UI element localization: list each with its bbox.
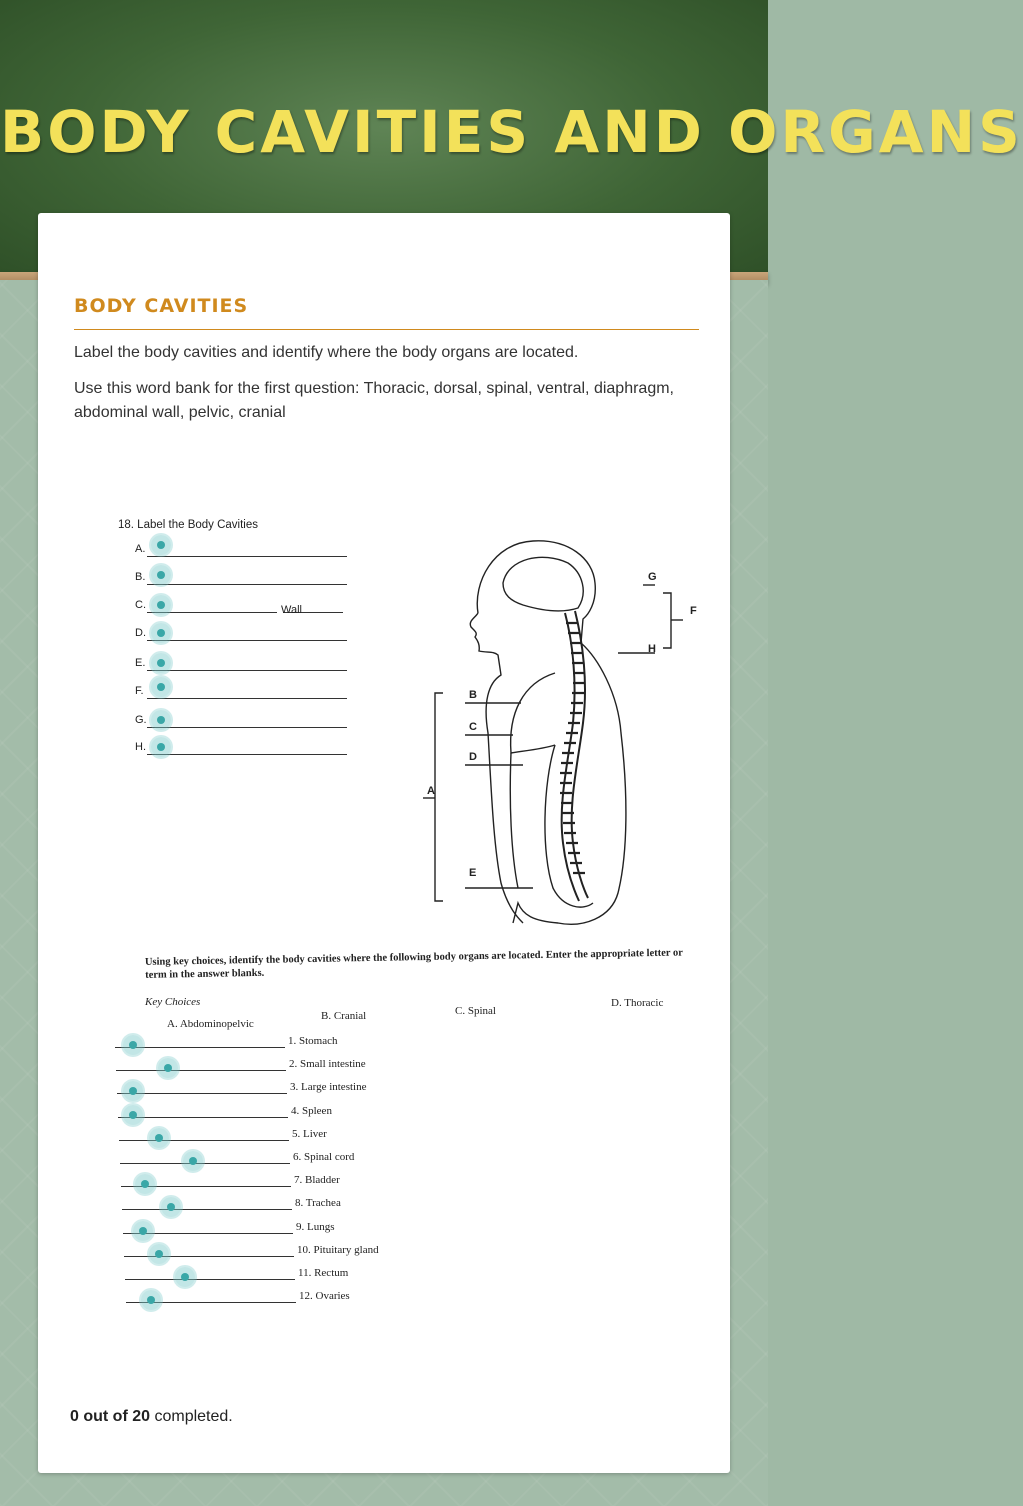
section-title: BODY CAVITIES — [74, 295, 249, 317]
answer-hotspot[interactable] — [141, 1290, 161, 1310]
answer-line — [147, 640, 347, 641]
answer-hotspot[interactable] — [123, 1035, 143, 1055]
organ-item: 11. Rectum — [298, 1267, 349, 1279]
answer-hotspot[interactable] — [175, 1267, 195, 1287]
key-choice: B. Cranial — [321, 1010, 367, 1022]
section-divider — [74, 329, 699, 330]
organ-item: 9. Lungs — [296, 1221, 335, 1233]
q18-title: 18. Label the Body Cavities — [118, 519, 259, 531]
worksheet-image — [103, 513, 723, 1343]
organ-item: 6. Spinal cord — [293, 1151, 355, 1163]
answer-hotspot[interactable] — [151, 565, 171, 585]
worksheet-card — [38, 213, 730, 1473]
diagram-letter: H — [648, 643, 656, 655]
diagram-letter: B — [469, 689, 477, 701]
page-title: BODY CAVITIES AND ORGANS — [0, 98, 1023, 166]
answer-hotspot[interactable] — [151, 623, 171, 643]
answer-hotspot[interactable] — [151, 535, 171, 555]
cavity-label: C. — [135, 599, 146, 611]
answer-line — [116, 1070, 286, 1071]
key-choice: A. Abdominopelvic — [167, 1018, 254, 1030]
answer-line — [147, 556, 347, 557]
answer-hotspot[interactable] — [123, 1081, 143, 1101]
cavity-label: F. — [135, 685, 144, 697]
key-choice: D. Thoracic — [611, 997, 664, 1009]
answer-hotspot[interactable] — [158, 1058, 178, 1078]
answer-hotspot[interactable] — [149, 1128, 169, 1148]
answer-line — [119, 1140, 289, 1141]
answer-line — [118, 1117, 288, 1118]
cavity-label: H. — [135, 741, 146, 753]
cavity-label: B. — [135, 571, 146, 583]
organ-item: 10. Pituitary gland — [297, 1244, 379, 1256]
answer-hotspot[interactable] — [133, 1221, 153, 1241]
answer-hotspot[interactable] — [151, 677, 171, 697]
answer-hotspot[interactable] — [135, 1174, 155, 1194]
key-instruction: Using key choices, identify the body cavities where the following body organs are located. Enter the appropriate letter or term in the answer blanks. — [144, 947, 683, 981]
diagram-letter: G — [648, 571, 657, 583]
organ-item: 7. Bladder — [294, 1174, 340, 1186]
key-heading: Key Choices — [145, 996, 201, 1008]
organ-item: 5. Liver — [292, 1128, 327, 1140]
answer-line — [122, 1209, 292, 1210]
answer-line — [147, 670, 347, 671]
key-choice: C. Spinal — [455, 1005, 496, 1017]
cavity-label: E. — [135, 657, 146, 669]
answer-line — [125, 1279, 295, 1280]
diagram-letter: A — [427, 785, 435, 797]
diagram-letter: D — [469, 751, 477, 763]
progress-text — [70, 1408, 233, 1426]
wall-text: Wall — [281, 604, 302, 616]
answer-hotspot[interactable] — [151, 595, 171, 615]
organ-item: 2. Small intestine — [289, 1058, 366, 1070]
answer-line — [147, 727, 347, 728]
answer-hotspot[interactable] — [123, 1105, 143, 1125]
answer-hotspot[interactable] — [161, 1197, 181, 1217]
organ-item: 8. Trachea — [295, 1197, 341, 1209]
body-cavity-diagram — [383, 523, 713, 943]
progress-count: 0 out of 20 — [70, 1408, 151, 1425]
answer-line — [147, 754, 347, 755]
instruction-text: Label the body cavities and identify where the body organs are located. — [74, 344, 579, 361]
answer-line — [147, 584, 347, 585]
answer-line — [147, 698, 347, 699]
organ-item: 1. Stomach — [288, 1035, 338, 1047]
answer-hotspot[interactable] — [151, 653, 171, 673]
cavity-label: A. — [135, 543, 146, 555]
cavity-label: D. — [135, 627, 146, 639]
answer-hotspot[interactable] — [183, 1151, 203, 1171]
organ-item: 3. Large intestine — [290, 1081, 367, 1093]
organ-item: 12. Ovaries — [299, 1290, 350, 1302]
diagram-letter: E — [469, 867, 477, 879]
diagram-letter: C — [469, 721, 477, 733]
answer-hotspot[interactable] — [149, 1244, 169, 1264]
organ-item: 4. Spleen — [291, 1105, 332, 1117]
word-bank-text: Use this word bank for the first question: Thoracic, dorsal, spinal, ventral, diaphragm, abdominal wall, pelvic, cranial — [74, 380, 674, 421]
progress-suffix: completed. — [150, 1408, 233, 1425]
cavity-label: G. — [135, 714, 147, 726]
answer-hotspot[interactable] — [151, 710, 171, 730]
diagram-letter: F — [690, 605, 697, 617]
answer-hotspot[interactable] — [151, 737, 171, 757]
answer-line — [120, 1163, 290, 1164]
